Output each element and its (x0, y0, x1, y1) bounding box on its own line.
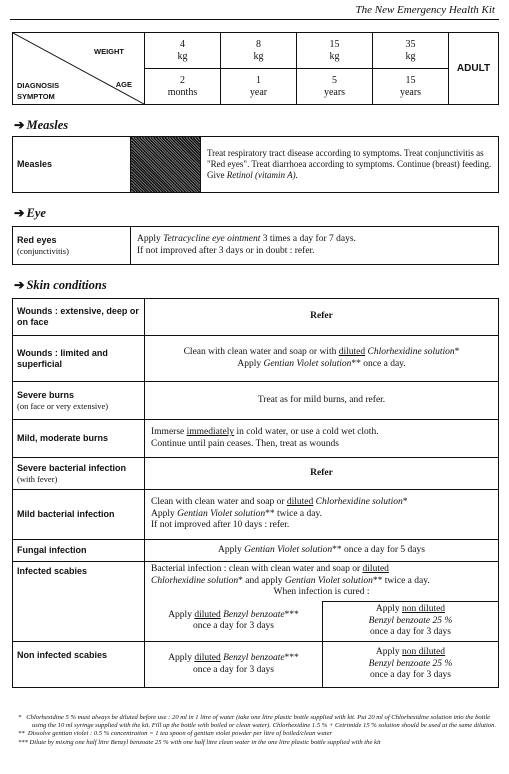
infected-scabies-non-diluted: Apply non diluted Benzyl benzoate 25 % once a day for 3 days (323, 602, 499, 642)
infected-scabies-diluted: Apply diluted Benzyl benzoate*** once a day for 3 days (145, 602, 323, 642)
footnote-1: * Chlorhexidine 5 % must always be diluted before use : 20 ml in 1 litre of water (take one litre plastic bottle supplied with kit. Put 20 ml of Chlorhexidine solution into the bottle using the 10 ml syringe supplied with the kit. Fill up the bottle with boiled or clean water). Chlorhexidine 1.5 % + Cetrimide 15 % solution should be used at the same dilution. (18, 714, 497, 730)
row-label-fungal: Fungal infection (13, 540, 145, 562)
mild-bacterial-treatment: Clean with clean water and soap or diluted Chlorhexidine solution* Apply Gentian Violet solution** twice a day. If not improved after 10 days : refer. (145, 490, 499, 540)
weight-col-4: 35 kg (373, 33, 449, 69)
infected-scabies-bacterial: Bacterial infection : clean with clean water and soap or diluted Chlorhexidine solution* and apply Gentian Violet solution** twice a day. When infection is cured : (145, 562, 499, 602)
footnotes (18, 714, 502, 747)
footnote-3: *** Dilute by mixing one half litre Benzyl benzoate 25 % with one half litre clean water in the one litre plastic bottle supplied with the kit (18, 738, 381, 746)
row-label-severe-burns: Severe burns (on face or very extensive) (13, 382, 145, 420)
age-col-1: 2 months (145, 69, 221, 105)
adult-column: ADULT (449, 33, 499, 105)
running-head: The New Emergency Health Kit (355, 4, 495, 16)
age-label: AGE (115, 80, 132, 89)
age-col-3: 5 years (297, 69, 373, 105)
measles-table (12, 136, 499, 193)
section-title-measles: ➔ Measles (14, 118, 69, 132)
section-title-eye: ➔ Eye (14, 206, 46, 220)
age-col-2: 1 year (221, 69, 297, 105)
not-applicable-hatch (131, 137, 201, 193)
measles-treatment: Treat respiratory tract disease according to symptoms. Treat conjunctivitis as "Red eyes". Treat diarrhoea according to symptoms. Continue (breast) feeding. Give Retinol (vitamin A). (201, 137, 499, 193)
row-label-mild-burns: Mild, moderate burns (13, 420, 145, 458)
weight-label: WEIGHT (94, 47, 124, 56)
age-col-4: 15 years (373, 69, 449, 105)
arrow-right-icon: ➔ (14, 278, 25, 292)
fungal-treatment: Apply Gentian Violet solution** once a day for 5 days (145, 540, 499, 562)
diagnosis-header-cell (13, 33, 145, 105)
row-label-severe-bacterial: Severe bacterial infection (with fever) (13, 458, 145, 490)
severe-burns-action: Treat as for mild burns, and refer. (145, 382, 499, 420)
when-cured-label: When infection is cured : (273, 587, 370, 598)
row-label-infected-scabies: Infected scabies (13, 562, 145, 642)
arrow-right-icon: ➔ (14, 118, 25, 132)
skin-table (12, 298, 499, 688)
non-infected-scabies-diluted: Apply diluted Benzyl benzoate*** once a day for 3 days (145, 642, 323, 688)
severe-bacterial-action: Refer (145, 458, 499, 490)
dosage-header-table (12, 32, 499, 105)
wounds-limited-treatment: Clean with clean water and soap or with diluted Chlorhexidine solution* Apply Gentian Violet solution** once a day. (145, 336, 499, 382)
red-eyes-treatment: Apply Tetracycline eye ointment 3 times a day for 7 days. If not improved after 3 days or in doubt : refer. (131, 227, 499, 265)
row-label-red-eyes: Red eyes (conjunctivitis) (13, 227, 131, 265)
row-label-mild-bacterial: Mild bacterial infection (13, 490, 145, 540)
row-label-wounds-extensive: Wounds : extensive, deep or on face (13, 299, 145, 336)
arrow-right-icon: ➔ (14, 206, 25, 220)
row-label-wounds-limited: Wounds : limited and superficial (13, 336, 145, 382)
footnote-2: ** Dissolve gentian violet : 0.5 % concentration = 1 tea spoon of gentian violet powder per litre of boiled/clean water (18, 730, 333, 738)
weight-col-3: 15 kg (297, 33, 373, 69)
eye-table (12, 226, 499, 265)
weight-col-2: 8 kg (221, 33, 297, 69)
diagnosis-symptom-label: DIAGNOSIS SYMPTOM (17, 81, 60, 101)
non-infected-scabies-non-diluted: Apply non diluted Benzyl benzoate 25 % once a day for 3 days (323, 642, 499, 688)
row-label-non-infected-scabies: Non infected scabies (13, 642, 145, 688)
row-label-measles: Measles (13, 137, 131, 193)
weight-col-1: 4 kg (145, 33, 221, 69)
wounds-extensive-action: Refer (145, 299, 499, 336)
section-title-skin: ➔ Skin conditions (14, 278, 107, 292)
header-rule (10, 19, 499, 20)
mild-burns-treatment: Immerse immediately in cold water, or use a cold wet cloth. Continue until pain ceases. Then, treat as wounds (145, 420, 499, 458)
